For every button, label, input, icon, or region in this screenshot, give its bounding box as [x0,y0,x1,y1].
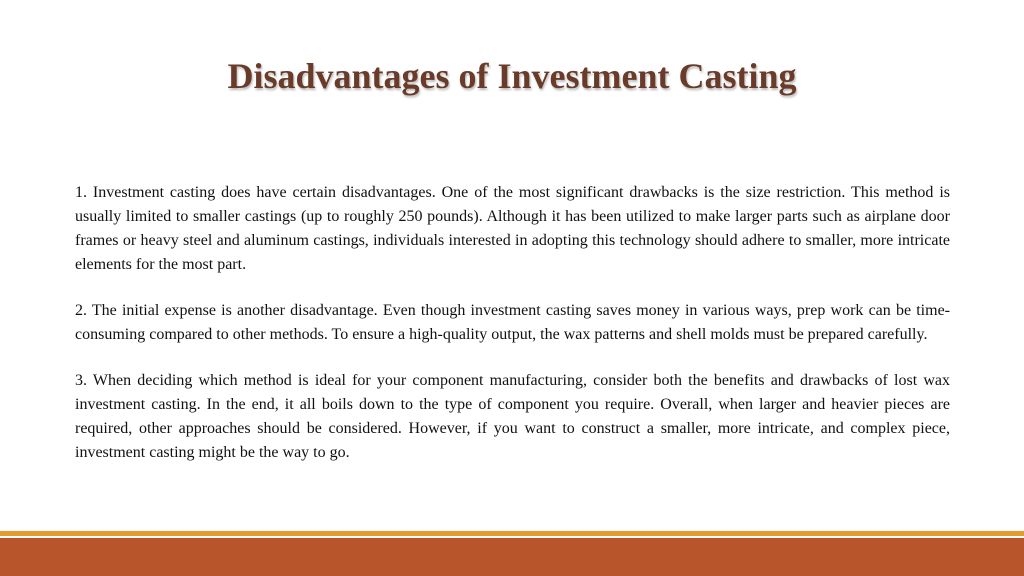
paragraph-3: 3. When deciding which method is ideal for your component manufacturing, consider both the benefits and drawbacks of lost wax investment casting. In the end, it all boils down to the type of component you require. Overall, when larger and heavier pieces are required, other approaches should be considered. However, if you want to construct a smaller, more intricate, and complex piece, investment casting might be the way to go. [75,372,950,461]
paragraph-2: 2. The initial expense is another disadvantage. Even though investment casting saves money in various ways, prep work can be time-consuming compared to other methods. To ensure a high-quality output, the wax patterns and shell molds must be prepared carefully. [75,302,950,343]
footer-bar [0,538,1024,576]
footer-accent-line [0,531,1024,536]
slide-body [75,181,950,487]
slide-title: Disadvantages of Investment Casting [227,56,797,96]
paragraph-1: 1. Investment casting does have certain disadvantages. One of the most significant drawbacks is the size restriction. This method is usually limited to smaller castings (up to roughly 250 pounds). Although it has been utilized to make larger parts such as airplane door frames or heavy steel and aluminum castings, individuals interested in adopting this technology should adhere to smaller, more intricate elements for the most part. [75,184,950,273]
